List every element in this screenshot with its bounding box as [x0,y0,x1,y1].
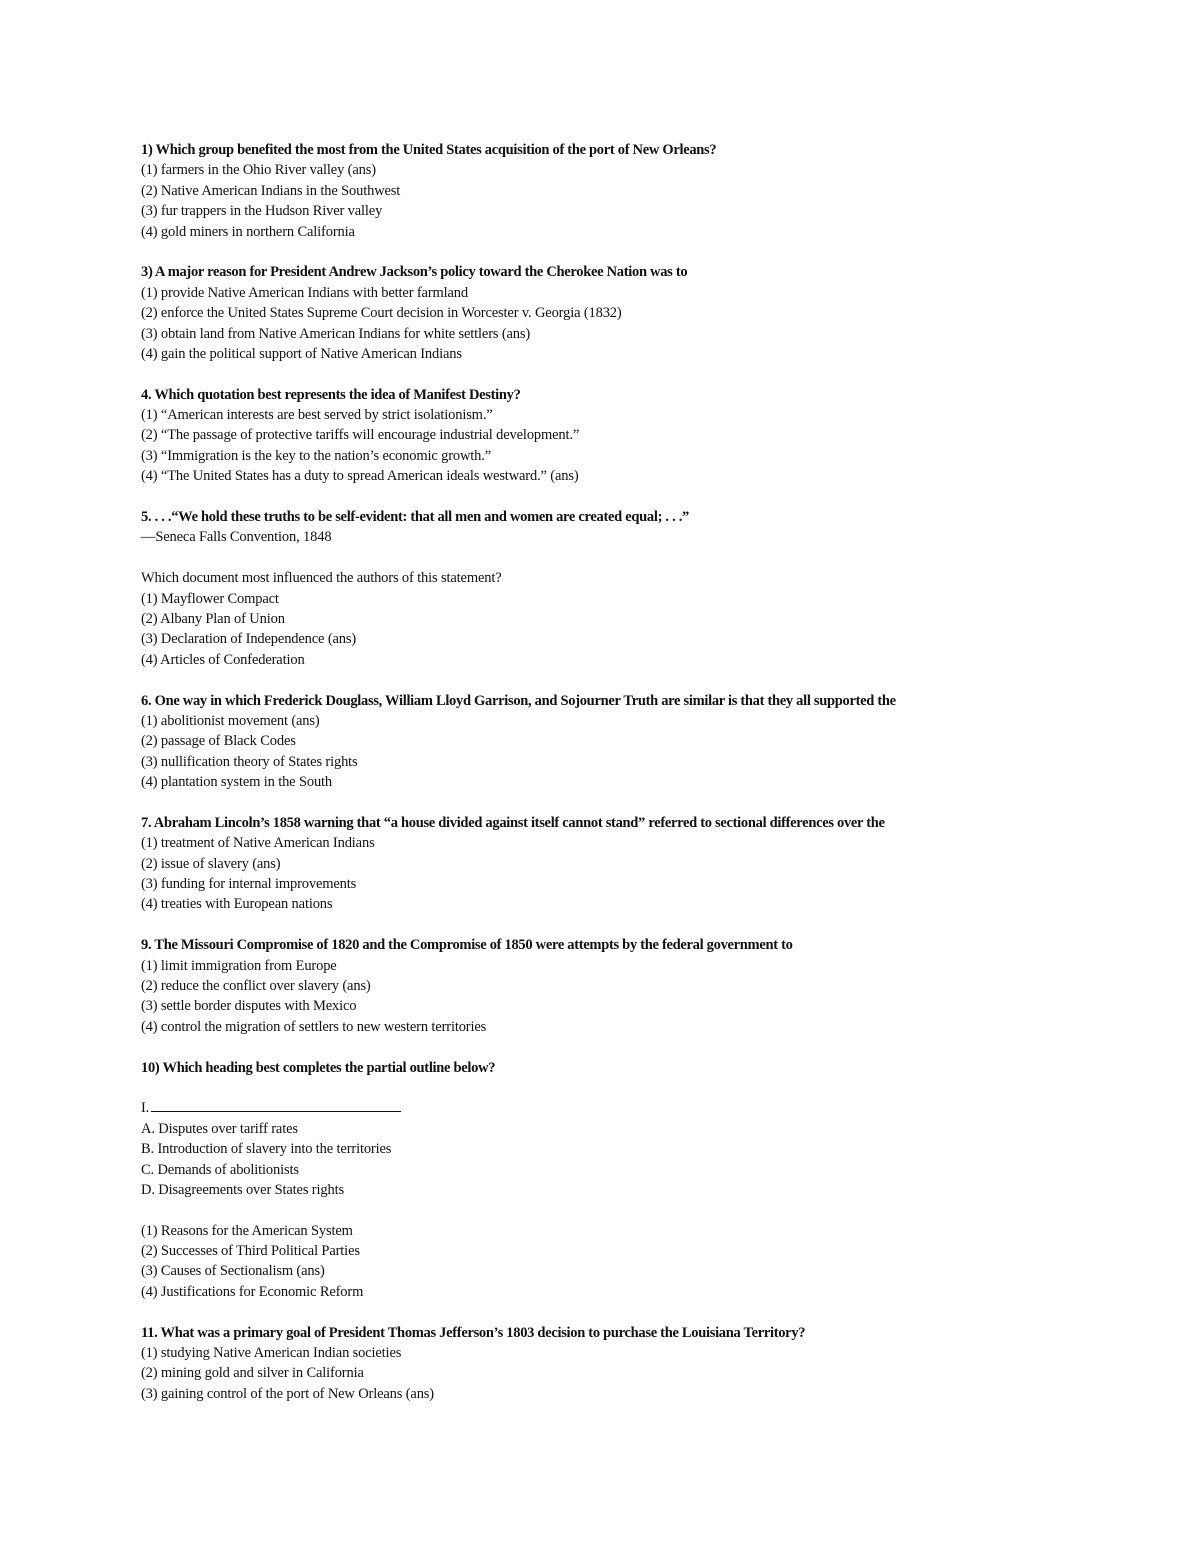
question-5 [141,507,1141,670]
answer-option: (1) “American interests are best served by strict isolationism.” [141,407,493,424]
question-stem: 4. Which quotation best represents the idea of Manifest Destiny? [141,386,521,403]
question-10 [141,1058,1141,1303]
answer-option: (2) “The passage of protective tariffs will encourage industrial development.” [141,427,580,444]
answer-option: (2) mining gold and silver in California [141,1365,364,1382]
blank-line [151,1098,401,1112]
answer-option: (4) “The United States has a duty to spread American ideals westward.” (ans) [141,468,579,485]
answer-option: (1) farmers in the Ohio River valley (ans) [141,162,376,179]
question-7 [141,813,1141,915]
question-stem: 9. The Missouri Compromise of 1820 and the Compromise of 1850 were attempts by the federal government to [141,937,793,954]
question-4 [141,385,1141,487]
spacer [141,1200,1141,1220]
question-3 [141,262,1141,364]
answer-option: (4) gold miners in northern California [141,223,355,240]
answer-option: (1) studying Native American Indian societies [141,1345,402,1362]
answer-option: (1) abolitionist movement (ans) [141,712,320,729]
document-body [141,140,1141,1425]
answer-option: (3) funding for internal improvements [141,876,357,893]
spacer [141,548,1141,568]
outline-item: D. Disagreements over States rights [141,1181,344,1198]
answer-option: (2) Albany Plan of Union [141,610,285,627]
answer-option: (3) “Immigration is the key to the nation’s economic growth.” [141,447,492,464]
answer-option: (3) nullification theory of States rights [141,753,358,770]
answer-option: (1) Mayflower Compact [141,590,279,607]
question-stem: 10) Which heading best completes the partial outline below? [141,1059,496,1076]
answer-option: (2) passage of Black Codes [141,733,296,750]
answer-option: (3) Declaration of Independence (ans) [141,631,357,648]
answer-option: (2) issue of slavery (ans) [141,855,281,872]
answer-option: (1) limit immigration from Europe [141,957,337,974]
question-stem: 5. . . .“We hold these truths to be self-evident: that all men and women are created equal; . . .” [141,509,690,526]
answer-option: (2) enforce the United States Supreme Court decision in Worcester v. Georgia (1832) [141,305,622,322]
answer-option: (4) Justifications for Economic Reform [141,1283,364,1300]
answer-option: (4) control the migration of settlers to new western territories [141,1018,487,1035]
answer-option: (1) Reasons for the American System [141,1222,353,1239]
outline-roman-label: I. [141,1100,150,1117]
question-1 [141,140,1141,242]
question-11 [141,1323,1141,1405]
outline-item: B. Introduction of slavery into the territories [141,1141,392,1158]
answer-option: (4) gain the political support of Native American Indians [141,345,462,362]
question-stem: 7. Abraham Lincoln’s 1858 warning that “a house divided against itself cannot stand” referred to sectional differences over the [141,814,885,831]
answer-option: (3) obtain land from Native American Indians for white settlers (ans) [141,325,531,342]
answer-option: (3) fur trappers in the Hudson River valley [141,203,383,220]
answer-option: (1) treatment of Native American Indians [141,835,375,852]
spacer [141,1078,1141,1098]
question-stem: 3) A major reason for President Andrew Jackson’s policy toward the Cherokee Nation was to [141,264,688,281]
outline-heading-blank [141,1098,1141,1118]
outline-item: C. Demands of abolitionists [141,1161,299,1178]
quote-attribution: —Seneca Falls Convention, 1848 [141,529,332,546]
answer-option: (1) provide Native American Indians with better farmland [141,284,468,301]
question-stem: 1) Which group benefited the most from the United States acquisition of the port of New Orleans? [141,142,717,158]
answer-option: (2) Successes of Third Political Parties [141,1243,360,1260]
question-9 [141,935,1141,1037]
question-6 [141,691,1141,793]
question-stem: 6. One way in which Frederick Douglass, William Lloyd Garrison, and Sojourner Truth are similar is that they all supported the [141,692,896,709]
answer-option: (4) plantation system in the South [141,774,333,791]
outline-item: A. Disputes over tariff rates [141,1120,298,1137]
answer-option: (2) Native American Indians in the Southwest [141,182,401,199]
answer-option: (3) settle border disputes with Mexico [141,998,357,1015]
answer-option: (3) gaining control of the port of New Orleans (ans) [141,1385,434,1402]
answer-option: (4) treaties with European nations [141,896,333,913]
answer-option: (4) Articles of Confederation [141,651,305,668]
question-stem: 11. What was a primary goal of President Thomas Jefferson’s 1803 decision to purchase the Louisiana Territory? [141,1324,806,1341]
answer-option: (2) reduce the conflict over slavery (ans) [141,978,371,995]
question-prompt: Which document most influenced the authors of this statement? [141,570,502,587]
answer-option: (3) Causes of Sectionalism (ans) [141,1263,325,1280]
